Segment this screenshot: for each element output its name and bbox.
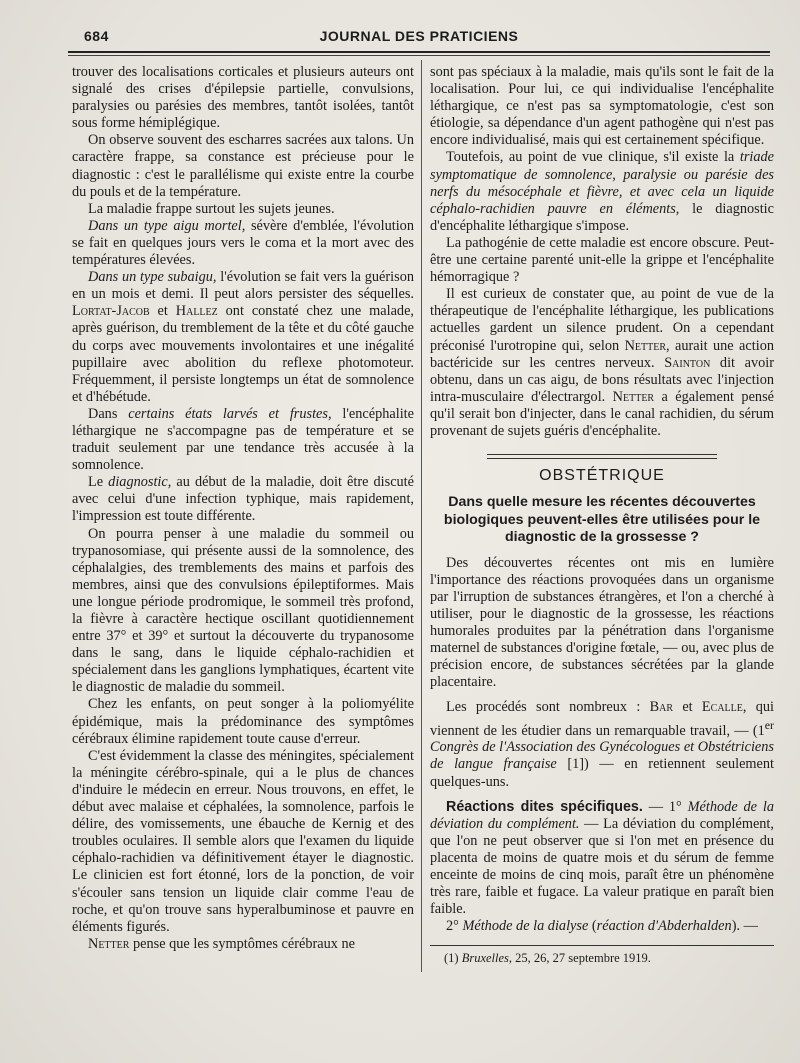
paragraph: trouver des localisations corticales et plusieurs auteurs ont signalé des crises d'épilepsie partielle, convulsions, paralysies ou parésies des membres, tantôt isolées, tantôt sous forme hémiplégique. (72, 64, 414, 132)
paragraph: La maladie frappe surtout les sujets jeunes. (88, 200, 335, 217)
spacer (430, 791, 774, 799)
paragraph (72, 269, 414, 406)
text: ). — (731, 918, 758, 935)
italic-text: certains états larvés et frustes, (128, 405, 332, 422)
text: (1) (444, 951, 462, 966)
text: — 1° (642, 798, 688, 815)
paragraph: Des découvertes récentes ont mis en lumière l'importance des réactions provoquées dans un organisme par l'irruption de substances étrangères, et l'on a cherché à utiliser, pour le diagnostic de la grossesse, les réactions humorales produites par la pénétration dans l'organisme maternel de substances d'origine fœtale, — ou, avec plus de précision encore, de substances sécrétées par la glande placentaire. (430, 554, 774, 691)
italic-text: Congrès de l'Association des Gynécologues et Obstétriciens de langue française (430, 739, 774, 773)
footnote (430, 950, 774, 967)
italic-text: Dans un type aigu mortel, (88, 217, 246, 234)
text: a également pensé qu'il serait bon d'injecter, dans le canal rachidien, du sérum provenant de sujets guéris d'encéphalite. (430, 388, 774, 439)
italic-text: Méthode de la déviation du complément. (430, 798, 775, 832)
paragraph (72, 218, 414, 269)
text: Dans (88, 405, 129, 422)
paragraph: C'est évidemment la classe des méningites, spécialement la méningite cérébro-spinale, qui a le plus de chances d'induire le médecin en erreur. Nous trouvons, en effet, le début avec malaise et céphalées, la somnolence, parfois le délire, des vomissements, une ébauche de Kernig et des troubles oculaires. Il semble alors que l'examen du liquide céphalo-rachidien va définitivement étayer le diagnostic. Le clinicien est fort étonné, lors de la ponction, de voir s'écouler sans tension un liquide clair comme l'eau de roche, et qu'on trouve sans hyperalbuminose et pauvre en éléments figurés. (72, 747, 414, 935)
italic-text: Méthode de la dialyse (462, 918, 589, 935)
paragraph: La pathogénie de cette maladie est encore obscure. Peut-être une certaine parenté unit-elle la grippe et l'encéphalite hémorragique ? (430, 234, 774, 286)
text: et (673, 699, 702, 716)
paragraph: On pourra penser à une maladie du sommeil ou trypanosomiase, qui présente aussi de la somnolence, des céphalalgies, des tremblements des mains et parfois des membres, ainsi que des convulsions épileptiformes. Mais une longue période prodromique, le sommeil très profond, la fièvre à caractère hectique oscillant quotidiennement entre 37° et 39° et surtout la découverte du trypanosome dans le sang, dans le liquide céphalo-rachidien et spécialement dans les ganglions lymphatiques, écartent vite le diagnostic de maladie du sommeil. (72, 525, 414, 696)
paragraph (430, 918, 774, 935)
text: 2° (446, 918, 463, 935)
text: le diagnostic d'encéphalite léthargique s'impose. (430, 200, 774, 234)
author-name: Sainton (664, 354, 711, 371)
article-title: Dans quelle mesure les récentes découvertes biologiques peuvent-elles être utilisées pour le diagnostic de la grossesse ? (443, 494, 761, 546)
author-name: Netter (88, 935, 130, 952)
paragraph (72, 936, 414, 953)
text: sévère d'emblée, l'évolution se fait en quelques jours vers le coma et la mort avec des températures élevées. (72, 217, 414, 269)
paragraph (430, 699, 774, 790)
italic-text: réaction d'Abderhalden (596, 918, 732, 935)
italic-text: diagnostic, (108, 474, 172, 491)
paragraph (430, 799, 774, 919)
text: [1]) — en retiennent seulement quelques-uns. (430, 756, 775, 790)
footnote-rule (430, 945, 774, 946)
author-name: Netter (624, 337, 667, 354)
text: Les procédés sont nombreux : (446, 699, 650, 716)
right-column (430, 64, 774, 967)
italic-text: Bruxelles, (461, 951, 513, 966)
text: et (149, 303, 176, 320)
text: ont constaté chez une malade, après guérison, du tremblement de la tête et du côté gauche du corps avec mouvements involontaires et une inégalité pupillaire avec abolition du reflexe photomoteur. Fréquemment, il persiste longtemps un état de somnolence et d'hébétude. (72, 303, 415, 405)
paragraph (72, 406, 414, 474)
text: Le (88, 474, 109, 491)
author-name: Hallez (175, 303, 218, 320)
text: Il est curieux de constater que, au point de vue de la thérapeutique de l'encéphalite léthargique, les publications actuelles gardent un silence prudent. On a cependant préconisé l'urotropine qui, selon (430, 286, 774, 354)
text: ( (588, 918, 597, 935)
author-name: Bar (649, 699, 674, 716)
header-rule (68, 51, 770, 56)
left-column (72, 64, 414, 953)
paragraph: On observe souvent des escharres sacrées aux talons. Un caractère frappe, sa constance est précieuse pour le diagnostic : c'est le parallélisme qui existe entre la courbe du pouls et de la température. (72, 132, 414, 200)
text: pense que les symptômes cérébraux ne (129, 935, 355, 952)
paragraph: sont pas spéciaux à la maladie, mais qu'ils sont le fait de la localisation. Pour lui, ce qui individualise l'encéphalite léthargique, ce n'est pas sa symptomatologie, c'est son étiologie, sa dépendance d'un agent pathogène qui n'est pas encore individualisé, mais qui est certainement spécifique. (430, 64, 774, 149)
spacer (430, 691, 774, 699)
author-name: Netter (612, 388, 655, 405)
author-name: Lortat-Jacob (72, 303, 150, 320)
paragraph: Chez les enfants, on peut songer à la poliomyélite épidémique, mais la prédominance des symptômes cérébraux élimine rapidement toute cause d'erreur. (72, 696, 414, 747)
text: — La déviation du complément, que l'on ne peut observer que si l'on met en présence du placenta de moins de quatre mois et du sérum de femme enceinte de moins de cinq mois, paraît être un phénomène très rare, faible et fugace. La valeur pratique en paraît bien faible. (430, 815, 774, 918)
text: 25, 26, 27 septembre 1919. (512, 951, 651, 966)
text: dit avoir obtenu, dans un cas aigu, de bons résultats avec l'injection intra-musculaire d'électrargol. (430, 354, 774, 405)
text: , qui viennent de les étudier dans un remarquable travail, — (1 (430, 699, 774, 739)
section-title: OBSTÉTRIQUE (539, 467, 665, 485)
text: , aurait une action bactéricide sur les centres nerveux. (430, 337, 774, 371)
subheading: Réactions dites spécifiques. (446, 798, 643, 815)
text: l'évolution se fait vers la guérison en un mois et demi. Il peut alors persister des séquelles. (72, 269, 414, 303)
paragraph (430, 286, 774, 440)
author-name: Ecalle (701, 699, 743, 716)
text: au début de la maladie, doit être discuté avec celui d'une infection typhique, mais rapidement, l'impression est toute différente. (72, 474, 415, 525)
section-separator (487, 454, 717, 459)
column-divider (421, 60, 422, 972)
italic-text: Dans un type subaigu, (88, 269, 217, 286)
text: l'encéphalite léthargique ne s'accompagne pas de température et se traduit seulement par une tendance très accusée à la somnolence. (72, 405, 414, 474)
text: Toutefois, au point de vue clinique, s'il existe la (446, 149, 740, 166)
running-header (68, 24, 770, 46)
page-number: 684 (84, 28, 109, 44)
superscript: er (764, 717, 774, 732)
italic-text: triade symptomatique de somnolence, paralysie ou parésie des nerfs du mésocéphale et fièvre, et avec cela un liquide céphalo-rachidien pauvre en éléments, (430, 149, 774, 217)
journal-title: JOURNAL DES PRATICIENS (319, 28, 519, 44)
paragraph (72, 474, 414, 525)
paragraph (430, 149, 774, 234)
